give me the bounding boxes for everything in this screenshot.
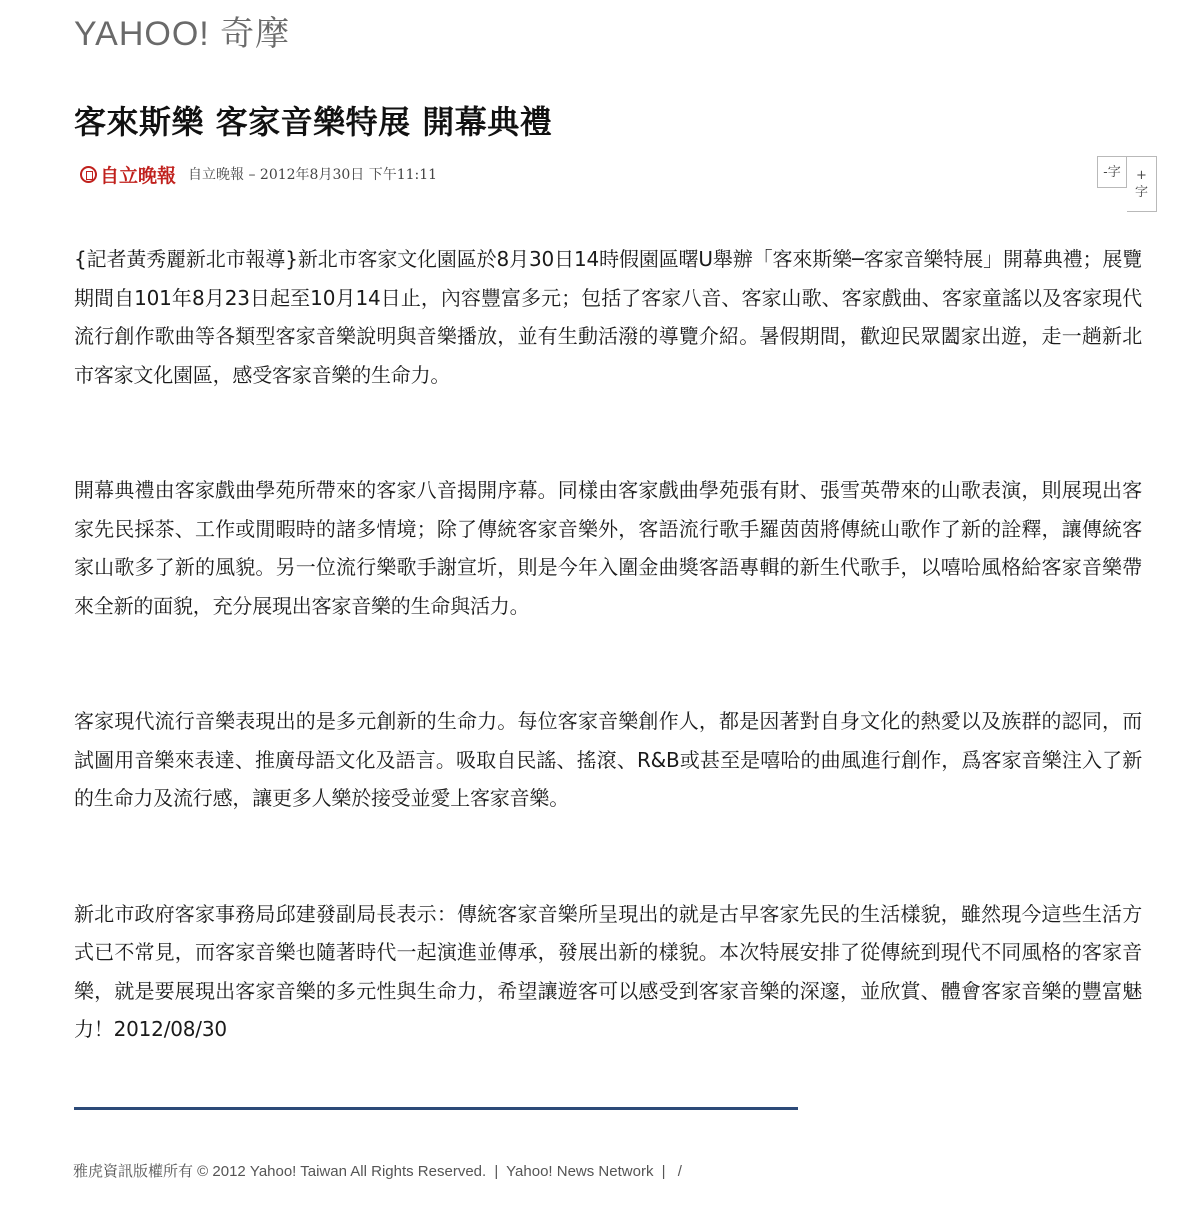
article-body <box>74 240 1142 1126</box>
yahoo-logo[interactable]: YAHOO! 奇摩 <box>74 15 291 53</box>
news-network-link[interactable]: Yahoo! News Network <box>506 1163 654 1180</box>
footer-divider <box>74 1107 798 1110</box>
newspaper-seal-icon <box>80 166 97 183</box>
font-size-controls <box>1097 156 1157 212</box>
article-paragraph: 開幕典禮由客家戲曲學苑所帶來的客家八音揭開序幕。同樣由客家戲曲學苑張有財、張雪英帶來的山歌表演，則展現出客家先民採茶、工作或閒暇時的諸多情境；除了傳統客家音樂外，客語流行歌手羅茵茵將傳統山歌作了新的詮釋，讓傳統客家山歌多了新的風貌。另一位流行樂歌手謝宣圻，則是今年入圍金曲獎客語專輯的新生代歌手，以嘻哈風格給客家音樂帶來全新的面貌，充分展現出客家音樂的生命與活力。 <box>74 478 1142 618</box>
footer <box>73 1160 686 1181</box>
footer-slash: / <box>677 1163 682 1180</box>
decrease-font-button[interactable] <box>1097 156 1127 188</box>
article-paragraph: 客家現代流行音樂表現出的是多元創新的生命力。每位客家音樂創作人，都是因著對自身文化的熱愛以及族群的認同，而試圖用音樂來表達、推廣母語文化及語言。吸取自民謠、搖滾、R&B或甚至是嘻哈的曲風進行創作，爲客家音樂注入了新的生命力及流行感，讓更多人樂於接受並愛上客家音樂。 <box>74 709 1142 810</box>
article-paragraph: {記者黃秀麗新北市報導}新北市客家文化園區於8月30日14時假園區曙U舉辦「客來斯樂─客家音樂特展」開幕典禮；展覽期間自101年8月23日起至10月14日止，內容豐富多元；包括了客家八音、客家山歌、客家戲曲、客家童謠以及客家現代流行創作歌曲等各類型客家音樂說明與音樂播放，並有生動活潑的導覽介紹。暑假期間，歡迎民眾闔家出遊，走一趟新北市客家文化園區，感受客家音樂的生命力。 <box>74 247 1142 387</box>
increase-font-button[interactable] <box>1127 156 1157 212</box>
plus-icon: + <box>1136 168 1147 183</box>
source-logo <box>80 161 176 188</box>
article-paragraph: 新北市政府客家事務局邱建發副局長表示：傳統客家音樂所呈現出的就是古早客家先民的生活樣貌，雖然現今這些生活方式已不常見，而客家音樂也隨著時代一起演進並傳承，發展出新的樣貌。本次特展安排了從傳統到現代不同風格的客家音樂，就是要展現出客家音樂的多元性與生命力，希望讓遊客可以感受到客家音樂的深邃，並欣賞、體會客家音樂的豐富魅力！2012/08/30 <box>74 901 1142 1041</box>
footer-separator: | <box>494 1163 499 1180</box>
article-byline <box>80 162 437 186</box>
increase-font-label: 字 <box>1134 185 1148 200</box>
source-logo-text: 自立晚報 <box>100 164 177 187</box>
article-title: 客來斯樂 客家音樂特展 開幕典禮 <box>74 103 553 141</box>
byline-text: 自立晚報 – 2012年8月30日 下午11:11 <box>188 167 438 183</box>
decrease-font-label: -字 <box>1103 164 1121 180</box>
footer-separator: | <box>661 1163 666 1180</box>
copyright-text: 雅虎資訊版權所有 © 2012 Yahoo! Taiwan All Rights Reserved. <box>73 1163 487 1180</box>
